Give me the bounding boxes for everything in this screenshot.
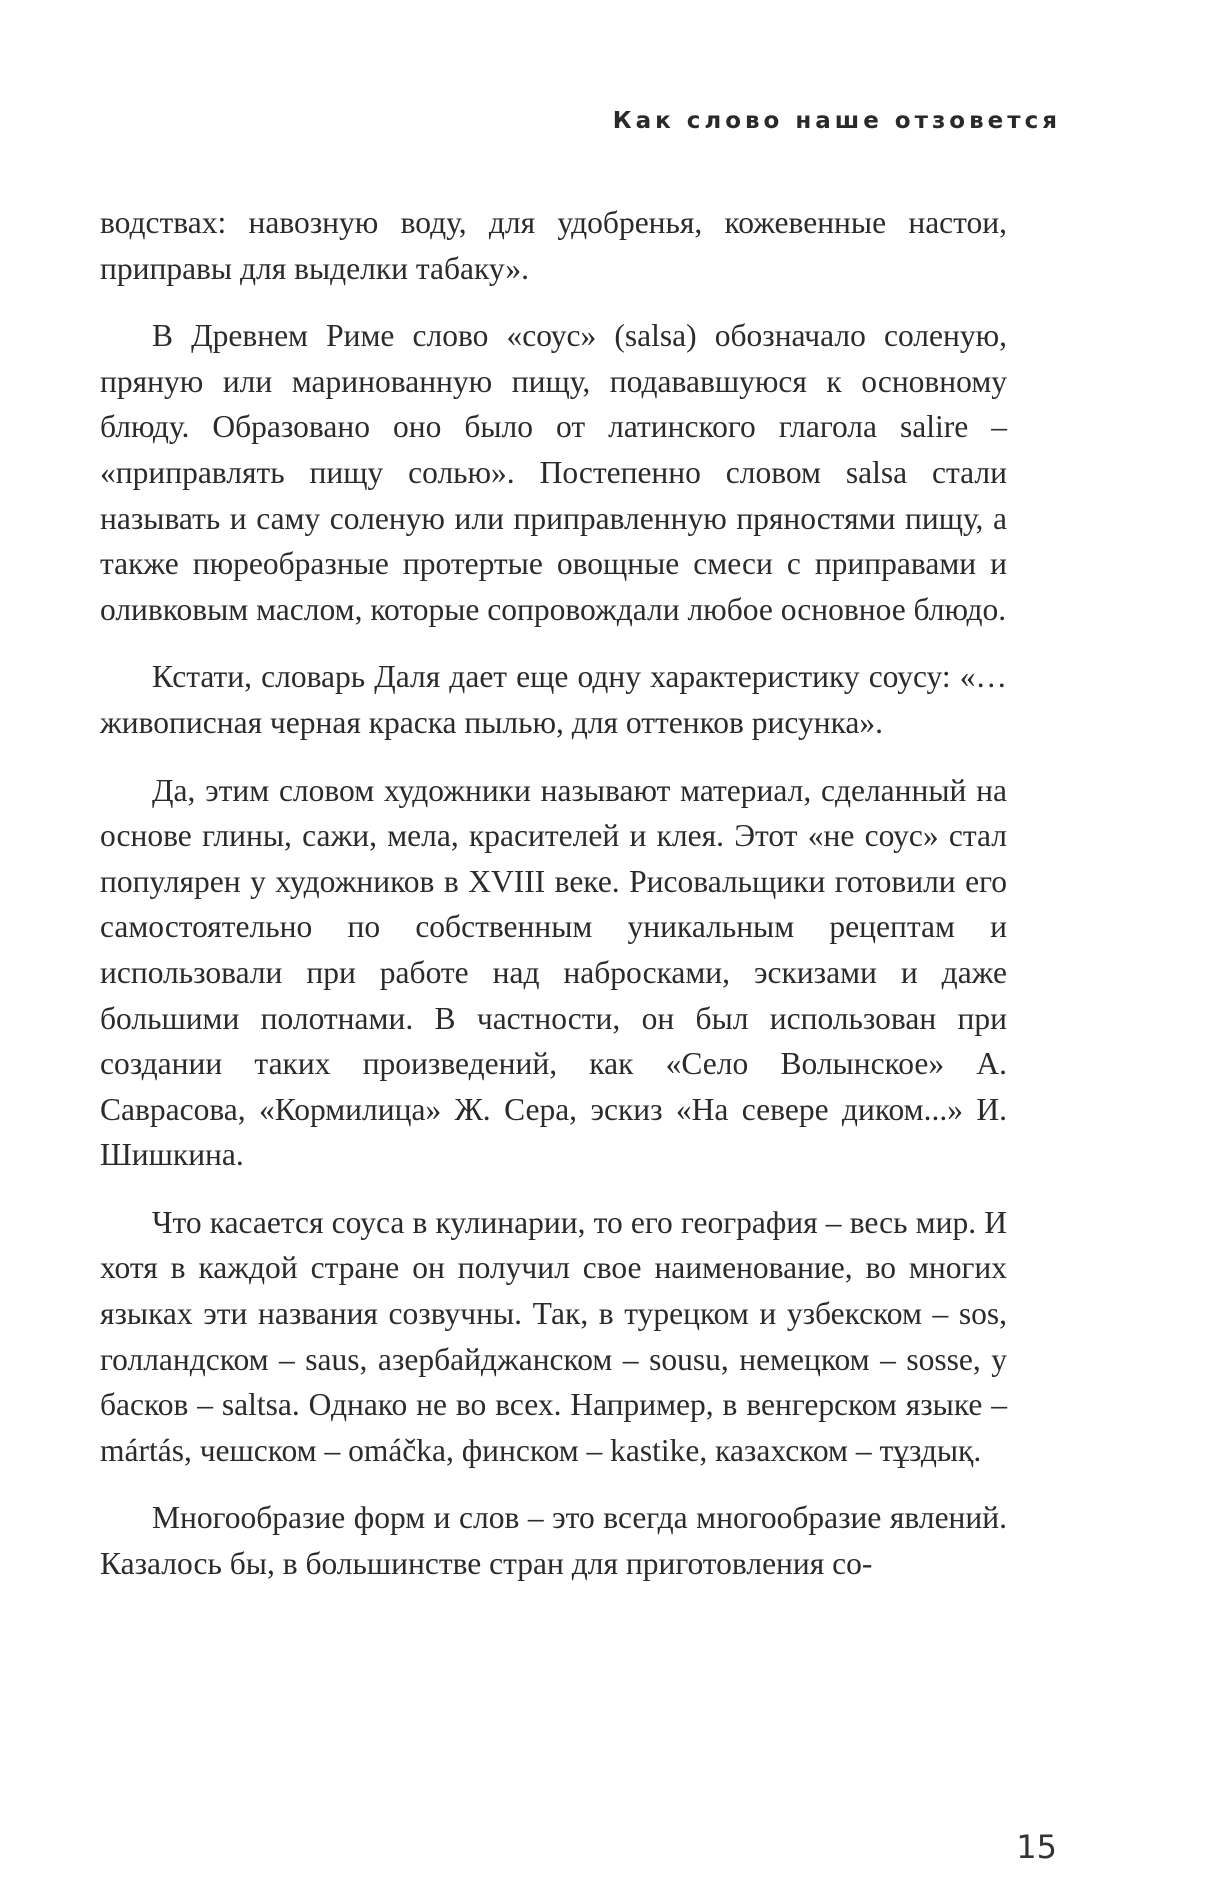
paragraph-rome: В Древнем Риме слово «соус» (salsa) обозначало соленую, пряную или маринованную пищу, подававшуюся к основному блюду. Образовано оно было от латинского глагола salire – «приправлять пищу солью». Постепенно словом salsa стали называть и саму соленую или приправленную пряностями пищу, а также пюреобразные протертые овощные смеси с приправами и оливковым маслом, которые сопровождали любое основное блюдо. [100, 318, 1007, 627]
paragraph-diversity: Многообразие форм и слов – это всегда многообразие явлений. Казалось бы, в большинстве стран для приготовления со- [100, 1500, 1007, 1582]
page-number: 15 [1016, 1828, 1057, 1866]
paragraph-geography: Что касается соуса в кулинарии, то его география – весь мир. И хотя в каждой стране он получил свое наименование, во многих языках эти названия созвучны. Так, в турецком и узбекском – sos, голландском – saus, азербайджанском – sousu, немецком – sosse, у басков – saltsa. Однако не во всех. Например, в венгерском языке – mártás, чешском – omáčka, финском – kastike, казахском – тұздық. [100, 1204, 1007, 1468]
body-text [100, 200, 1007, 1609]
running-head-title: Как слово наше отзовется [612, 108, 1061, 134]
paragraph-dal: Кстати, словарь Даля дает еще одну характеристику соусу: «…живописная черная краска пылью, для оттенков рисунка». [100, 659, 1007, 740]
paragraph-continued: водствах: навозную воду, для удобренья, кожевенные настои, приправы для выделки табаку». [100, 205, 1007, 286]
paragraph-artists: Да, этим словом художники называют материал, сделанный на основе глины, сажи, мела, красителей и клея. Этот «не соус» стал популярен у художников в XVIII веке. Рисовальщики готовили его самостоятельно по собственным уникальным рецептам и использовали при работе над набросками, эскизами и даже большими полотнами. В частности, он был использован при создании таких произведений, как «Село Волынское» А. Саврасова, «Кормилица» Ж. Сера, эскиз «На севере диком...» И. Шишкина. [100, 772, 1007, 1173]
